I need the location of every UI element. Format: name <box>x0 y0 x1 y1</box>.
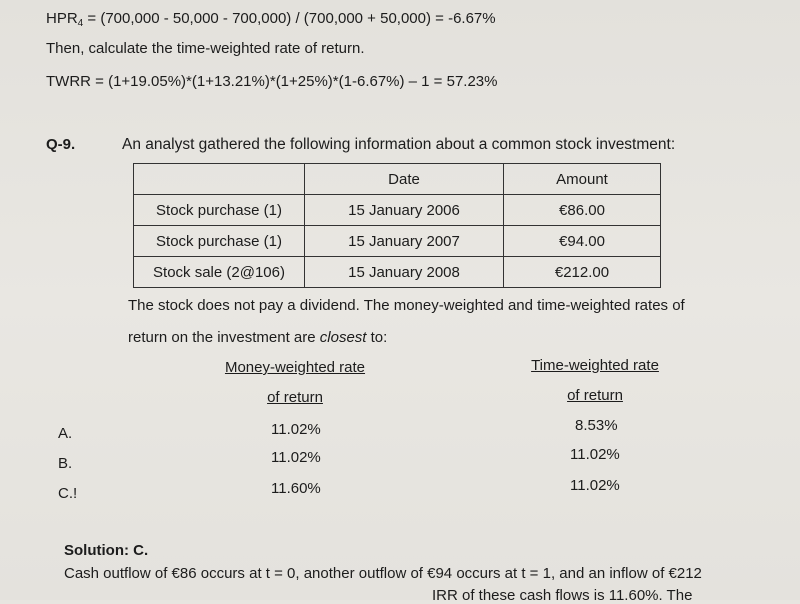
then-instruction: Then, calculate the time-weighted rate of return. <box>46 40 365 57</box>
option-b-letter: B. <box>58 455 73 472</box>
option-b-tw: 11.02% <box>570 446 620 463</box>
hpr4-label: HPR <box>46 10 78 27</box>
question-text: An analyst gathered the following information about a common stock investment: <box>122 136 676 153</box>
mw-header-line2: of return <box>267 389 323 406</box>
row-amount: €212.00 <box>504 257 661 288</box>
option-a-mw: 11.02% <box>271 421 321 438</box>
row-description: Stock purchase (1) <box>134 226 305 257</box>
option-c-letter: C.! <box>58 485 78 502</box>
paragraph-emphasis: closest <box>319 329 367 346</box>
question-number: Q-9. <box>46 136 76 153</box>
option-b-mw: 11.02% <box>271 449 321 466</box>
row-date: 15 January 2007 <box>305 226 504 257</box>
row-date: 15 January 2006 <box>305 195 504 226</box>
solution-line1: Cash outflow of €86 occurs at t = 0, another outflow of €94 occurs at t = 1, and an inflow of €212 <box>64 565 702 582</box>
header-cell-blank <box>134 164 305 195</box>
table-row <box>134 257 661 288</box>
mw-header-line1: Money-weighted rate <box>224 359 366 376</box>
paragraph-line2-end: to: <box>366 329 388 346</box>
hpr4-formula: = (700,000 - 50,000 - 700,000) / (700,000 + 50,000) = -6.67% <box>83 10 496 27</box>
row-amount: €86.00 <box>504 195 661 226</box>
option-c-mw: 11.60% <box>271 480 321 497</box>
twrr-formula: TWRR = (1+19.05%)*(1+13.21%)*(1+25%)*(1-6.67%) – 1 = 57.23% <box>46 73 498 90</box>
solution-label: Solution: C. <box>64 542 149 559</box>
tw-header-line2: of return <box>567 387 623 404</box>
hpr4-formula-line <box>46 10 496 27</box>
table-header-row <box>134 164 661 195</box>
table-row <box>134 226 661 257</box>
option-a-letter: A. <box>58 425 73 442</box>
hpr4-subscript: 4 <box>77 18 84 29</box>
question-paragraph-line1: The stock does not pay a dividend. The money-weighted and time-weighted rates of <box>128 297 685 314</box>
header-cell-amount: Amount <box>504 164 661 195</box>
header-cell-date: Date <box>305 164 504 195</box>
investment-table <box>133 163 661 288</box>
paragraph-line2-start: return on the investment are <box>128 329 320 346</box>
row-date: 15 January 2008 <box>305 257 504 288</box>
tw-header-line1: Time-weighted rate <box>531 357 659 374</box>
row-description: Stock purchase (1) <box>134 195 305 226</box>
option-a-tw: 8.53% <box>575 417 618 434</box>
question-paragraph-line2 <box>128 329 387 346</box>
option-c-tw: 11.02% <box>570 477 620 494</box>
table-row <box>134 195 661 226</box>
solution-line2-partial: IRR of these cash flows is 11.60%. The <box>432 587 693 604</box>
row-amount: €94.00 <box>504 226 661 257</box>
row-description: Stock sale (2@106) <box>134 257 305 288</box>
